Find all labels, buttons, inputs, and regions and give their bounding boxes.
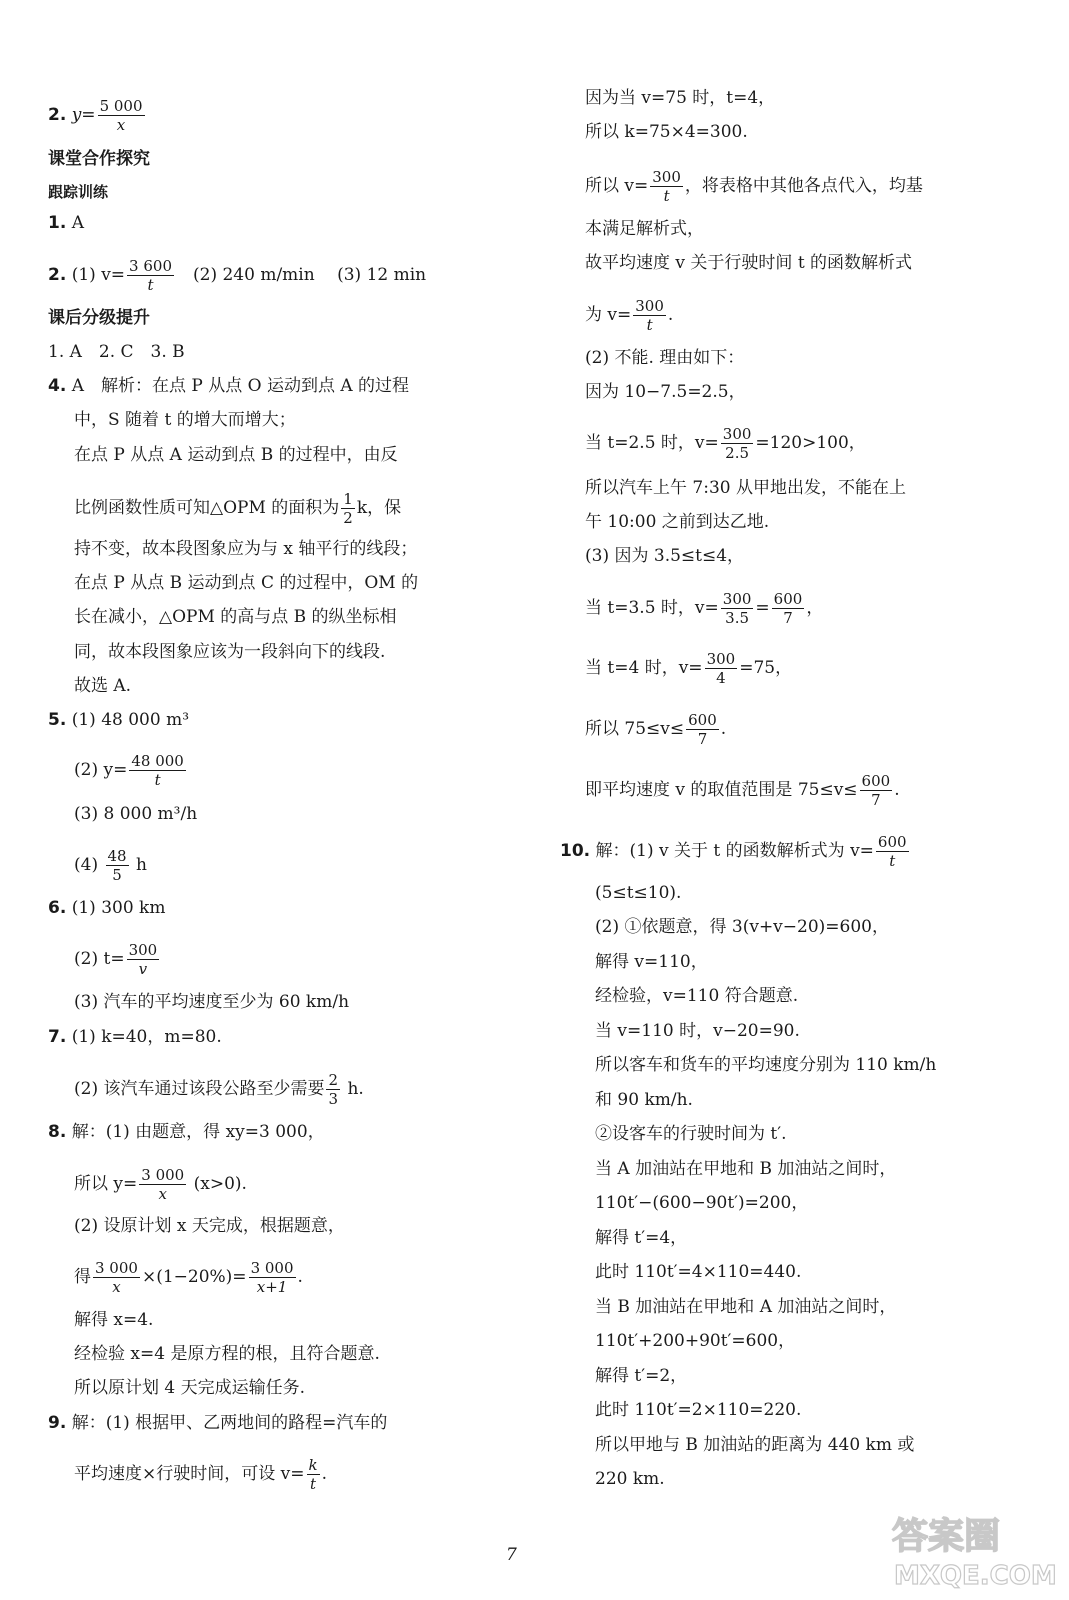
answer-line: 持不变，故本段图象应为与 x 轴平行的线段； bbox=[74, 539, 418, 559]
watermark-bottom: MXQE.COM bbox=[894, 1561, 1057, 1591]
answer-line: (3) 汽车的平均速度至少为 60 km/h bbox=[74, 992, 350, 1012]
answer-line: 所以原计划 4 天完成运输任务. bbox=[74, 1378, 306, 1398]
answer-line: 当 t=3.5 时，v= $\frac{300}{3.5}$ = $\frac{600}{7}$ ， bbox=[585, 590, 824, 627]
answer-line: 220 km. bbox=[595, 1469, 665, 1489]
answer-line: 所以客车和货车的平均速度分别为 110 km/h bbox=[595, 1055, 937, 1075]
answer-line: (4) $\frac{48}{5}$ h bbox=[74, 847, 147, 884]
answer-line: 长在减小，△OPM 的高与点 B 的纵坐标相 bbox=[74, 607, 397, 627]
section-heading: 课后分级提升 bbox=[48, 308, 150, 328]
answer-line: 7. (1) k=40，m=80. bbox=[48, 1027, 222, 1047]
answer-line: 平均速度×行驶时间，可设 v= $\frac{k}{t}$ . bbox=[74, 1456, 327, 1493]
answer-line: 所以甲地与 B 加油站的距离为 440 km 或 bbox=[595, 1435, 915, 1455]
answer-line: 9. 解：(1) 根据甲、乙两地间的路程=汽车的 bbox=[48, 1413, 388, 1433]
answer-line: 解得 x=4. bbox=[74, 1310, 154, 1330]
answer-line: 110t′+200+90t′=600， bbox=[595, 1331, 796, 1351]
answer-line: 此时 110t′=2×110=220. bbox=[595, 1400, 802, 1420]
answer-line: ②设客车的行驶时间为 t′. bbox=[595, 1124, 787, 1144]
answer-line: 所以 k=75×4=300. bbox=[585, 122, 748, 142]
answer-line: (3) 8 000 m³/h bbox=[74, 804, 198, 824]
answer-line: 在点 P 从点 B 运动到点 C 的过程中，OM 的 bbox=[74, 573, 419, 593]
answer-line: 中，S 随着 t 的增大而增大； bbox=[74, 410, 296, 430]
subsection-heading: 跟踪训练 bbox=[48, 183, 109, 201]
answer-line: (2) 不能. 理由如下： bbox=[585, 348, 745, 368]
answer-line: 10. 解：(1) v 关于 t 的函数解析式为 v= $\frac{600}{t}$ bbox=[560, 833, 907, 870]
answer-line: 当 B 加油站在甲地和 A 加油站之间时， bbox=[595, 1297, 897, 1317]
answer-line: 1. A 2. C 3. B bbox=[48, 342, 185, 362]
page-number: 7 bbox=[506, 1545, 517, 1565]
answer-line: 所以 75≤v≤ $\frac{600}{7}$ . bbox=[585, 711, 727, 748]
answer-line: 4. A 解析：在点 P 从点 O 运动到点 A 的过程 bbox=[48, 376, 410, 396]
answer-line: 6. (1) 300 km bbox=[48, 898, 166, 918]
answer-line: 在点 P 从点 A 运动到点 B 的过程中，由反 bbox=[74, 445, 398, 465]
answer-line: (2) ①依题意，得 3(v+v−20)=600， bbox=[595, 917, 889, 937]
answer-line: 经检验，v=110 符合题意. bbox=[595, 986, 799, 1006]
answer-line: 解得 t′=2， bbox=[595, 1366, 688, 1386]
answer-line: 解得 v=110， bbox=[595, 952, 708, 972]
answer-line: (2) t= $\frac{300}{v}$ bbox=[74, 941, 158, 978]
answer-line: 故选 A. bbox=[74, 676, 132, 696]
watermark-top: 答案圈 bbox=[892, 1516, 1001, 1557]
answer-line: 8. 解：(1) 由题意，得 xy=3 000， bbox=[48, 1122, 325, 1142]
answer-line: 110t′−(600−90t′)=200， bbox=[595, 1193, 809, 1213]
answer-line: 同，故本段图象应该为一段斜向下的线段. bbox=[74, 642, 386, 662]
answer-line: 2. (1) v= $\frac{3 600}{t}$ (2) 240 m/min (3) 12 min bbox=[48, 257, 427, 294]
answer-line: 5. (1) 48 000 m³ bbox=[48, 710, 190, 730]
section-heading: 课堂合作探究 bbox=[48, 149, 150, 169]
answer-line: (3) 因为 3.5≤t≤4， bbox=[585, 546, 745, 566]
answer-line: (2) 设原计划 x 天完成，根据题意， bbox=[74, 1216, 345, 1236]
answer-line: 故平均速度 v 关于行驶时间 t 的函数解析式 bbox=[585, 253, 913, 273]
answer-line: 午 10:00 之前到达乙地. bbox=[585, 512, 770, 532]
answer-line: 所以 v= $\frac{300}{t}$ ，将表格中其他各点代入，均基 bbox=[585, 168, 923, 205]
answer-line: 所以汽车上午 7:30 从甲地出发，不能在上 bbox=[585, 478, 906, 498]
answer-line: 当 v=110 时，v−20=90. bbox=[595, 1021, 800, 1041]
answer-line: 1. A bbox=[48, 213, 84, 233]
answer-line: 此时 110t′=4×110=440. bbox=[595, 1262, 802, 1282]
answer-line: (2) y= $\frac{48 000}{t}$ bbox=[74, 752, 184, 789]
answer-line: 当 A 加油站在甲地和 B 加油站之间时， bbox=[595, 1159, 897, 1179]
answer-line: (5≤t≤10). bbox=[595, 883, 682, 903]
answer-line: 经检验 x=4 是原方程的根，且符合题意. bbox=[74, 1344, 380, 1364]
answer-line: 所以 y= $\frac{3 000}{x}$ (x>0). bbox=[74, 1166, 247, 1203]
watermark-logo bbox=[880, 1508, 1060, 1592]
answer-line: 当 t=2.5 时，v= $\frac{300}{2.5}$ =120>100， bbox=[585, 425, 866, 462]
answer-line: 即平均速度 v 的取值范围是 75≤v≤ $\frac{600}{7}$ . bbox=[585, 772, 900, 809]
answer-line: 当 t=4 时，v= $\frac{300}{4}$ =75， bbox=[585, 650, 793, 687]
answer-line: 解得 t′=4， bbox=[595, 1228, 688, 1248]
answer-line: 因为 10−7.5=2.5， bbox=[585, 382, 746, 402]
answer-line: (2) 该汽车通过该段公路至少需要 $\frac{2}{3}$ h. bbox=[74, 1071, 364, 1108]
answer-line: 2. y= $\frac{5 000}{x}$ bbox=[48, 97, 143, 134]
answer-line: 和 90 km/h. bbox=[595, 1090, 693, 1110]
answer-line: 本满足解析式， bbox=[585, 219, 704, 239]
answer-line: 得 $\frac{3 000}{x}$ ×(1−20%)= $\frac{3 000}{x+1}$ . bbox=[74, 1259, 303, 1296]
answer-line: 为 v= $\frac{300}{t}$ . bbox=[585, 297, 674, 334]
answer-line: 比例函数性质可知△OPM 的面积为 $\frac{1}{2}$ k，保 bbox=[74, 490, 402, 527]
answer-line: 因为当 v=75 时，t=4， bbox=[585, 88, 776, 108]
